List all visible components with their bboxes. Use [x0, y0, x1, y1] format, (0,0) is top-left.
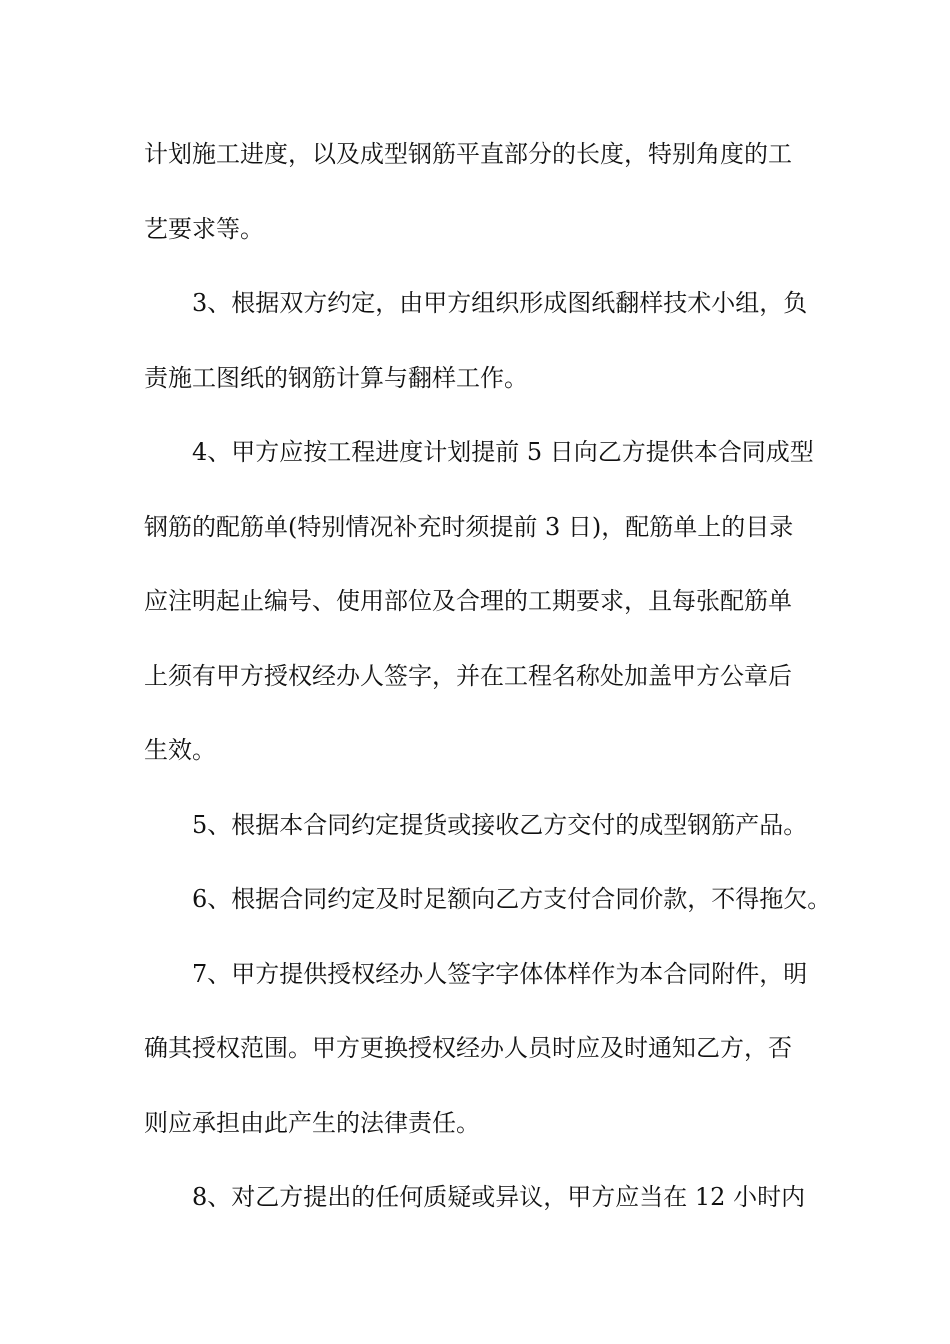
clause-8-start: 8、对乙方提出的任何质疑或异议，甲方应当在 12 小时内 — [192, 1183, 806, 1211]
text-line: 责施工图纸的钢筋计算与翻样工作。 — [144, 363, 528, 392]
clause-3-start: 3、根据双方约定，由甲方组织形成图纸翻样技术小组，负 — [192, 289, 808, 317]
text-line: 计划施工进度，以及成型钢筋平直部分的长度，特别角度的工 — [144, 140, 792, 168]
text-line: 确其授权范围。甲方更换授权经办人员时应及时通知乙方，否 — [144, 1034, 792, 1062]
text-line: 上须有甲方授权经办人签字，并在工程名称处加盖甲方公章后 — [144, 661, 792, 690]
contract-text — [144, 131, 832, 1249]
clause-6: 6、根据合同约定及时足额向乙方支付合同价款，不得拖欠。 — [192, 885, 832, 913]
text-line: 艺要求等。 — [144, 214, 264, 243]
clause-7-start: 7、甲方提供授权经办人签字字体体样作为本合同附件，明 — [192, 959, 808, 988]
clause-4-start: 4、甲方应按工程进度计划提前 5 日向乙方提供本合同成型 — [192, 438, 814, 466]
text-line: 应注明起止编号、使用部位及合理的工期要求，且每张配筋单 — [144, 587, 792, 615]
text-line: 钢筋的配筋单(特别情况补充时须提前 3 日)，配筋单上的目录 — [144, 512, 794, 541]
clause-5: 5、根据本合同约定提货或接收乙方交付的成型钢筋产品。 — [192, 810, 808, 839]
text-line: 则应承担由此产生的法律责任。 — [144, 1108, 480, 1137]
text-line: 生效。 — [144, 736, 216, 764]
